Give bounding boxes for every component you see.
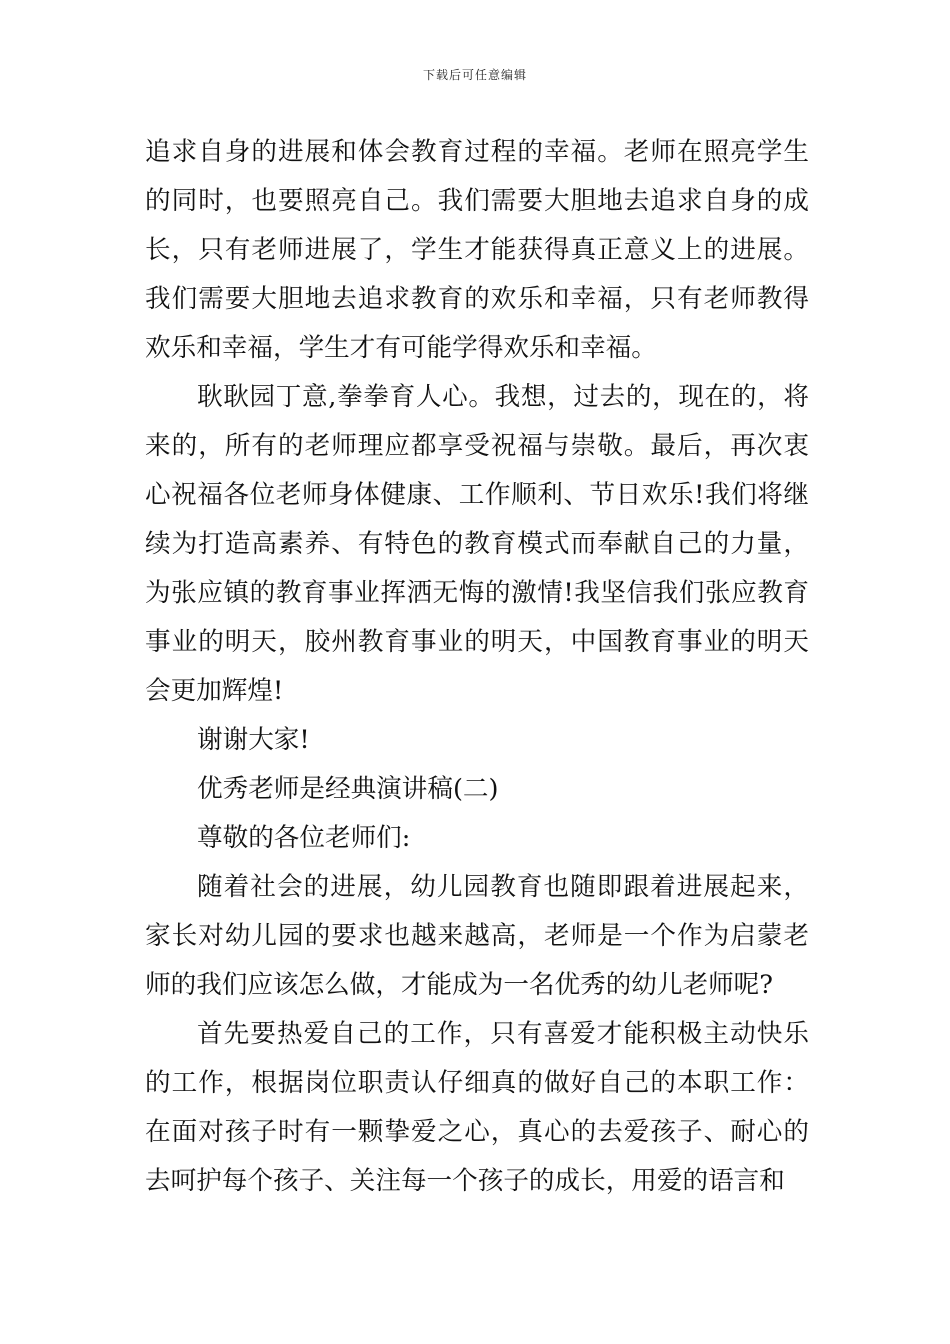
paragraph-pursue-growth: 追求自身的进展和体会教育过程的幸福。老师在照亮学生的同时，也要照亮自己。我们需要大胆地去追求自身的成长，只有老师进展了，学生才能获得真正意义上的进展。我们需要大胆地去追求教育的欢乐和幸福，只有老师教得欢乐和幸福，学生才有可能学得欢乐和幸福。 (145, 137, 809, 363)
section-title: 优秀老师是经典演讲稿(二) (197, 774, 499, 804)
paragraph-gardener: 耿耿园丁意,拳拳育人心。我想，过去的，现在的，将来的，所有的老师理应都享受祝福与崇敬。最后，再次衷心祝福各位老师身体健康、工作顺利、节日欢乐!我们将继续为打造高素养、有特色的教育模式而奉献自己的力量，为张应镇的教育事业挥洒无悔的激情!我坚信我们张应教育事业的明天，胶州教育事业的明天，中国教育事业的明天会更加辉煌! (145, 382, 809, 706)
paragraph-social-progress: 随着社会的进展，幼儿园教育也随即跟着进展起来，家长对幼儿园的要求也越来越高，老师是一个作为启蒙老师的我们应该怎么做，才能成为一名优秀的幼儿老师呢? (145, 872, 809, 1000)
document-body (145, 128, 809, 1206)
paragraph-thanks: 谢谢大家! (197, 725, 310, 755)
paragraph-love-work: 首先要热爱自己的工作，只有喜爱才能积极主动快乐的工作，根据岗位职责认仔细真的做好自己的本职工作：在面对孩子时有一颗挚爱之心，真心的去爱孩子、耐心的去呵护每个孩子、关注每一个孩子的成长，用爱的语言和 (145, 1019, 809, 1196)
page-header: 下载后可任意编辑 (422, 68, 527, 82)
salutation: 尊敬的各位老师们: (197, 823, 411, 853)
